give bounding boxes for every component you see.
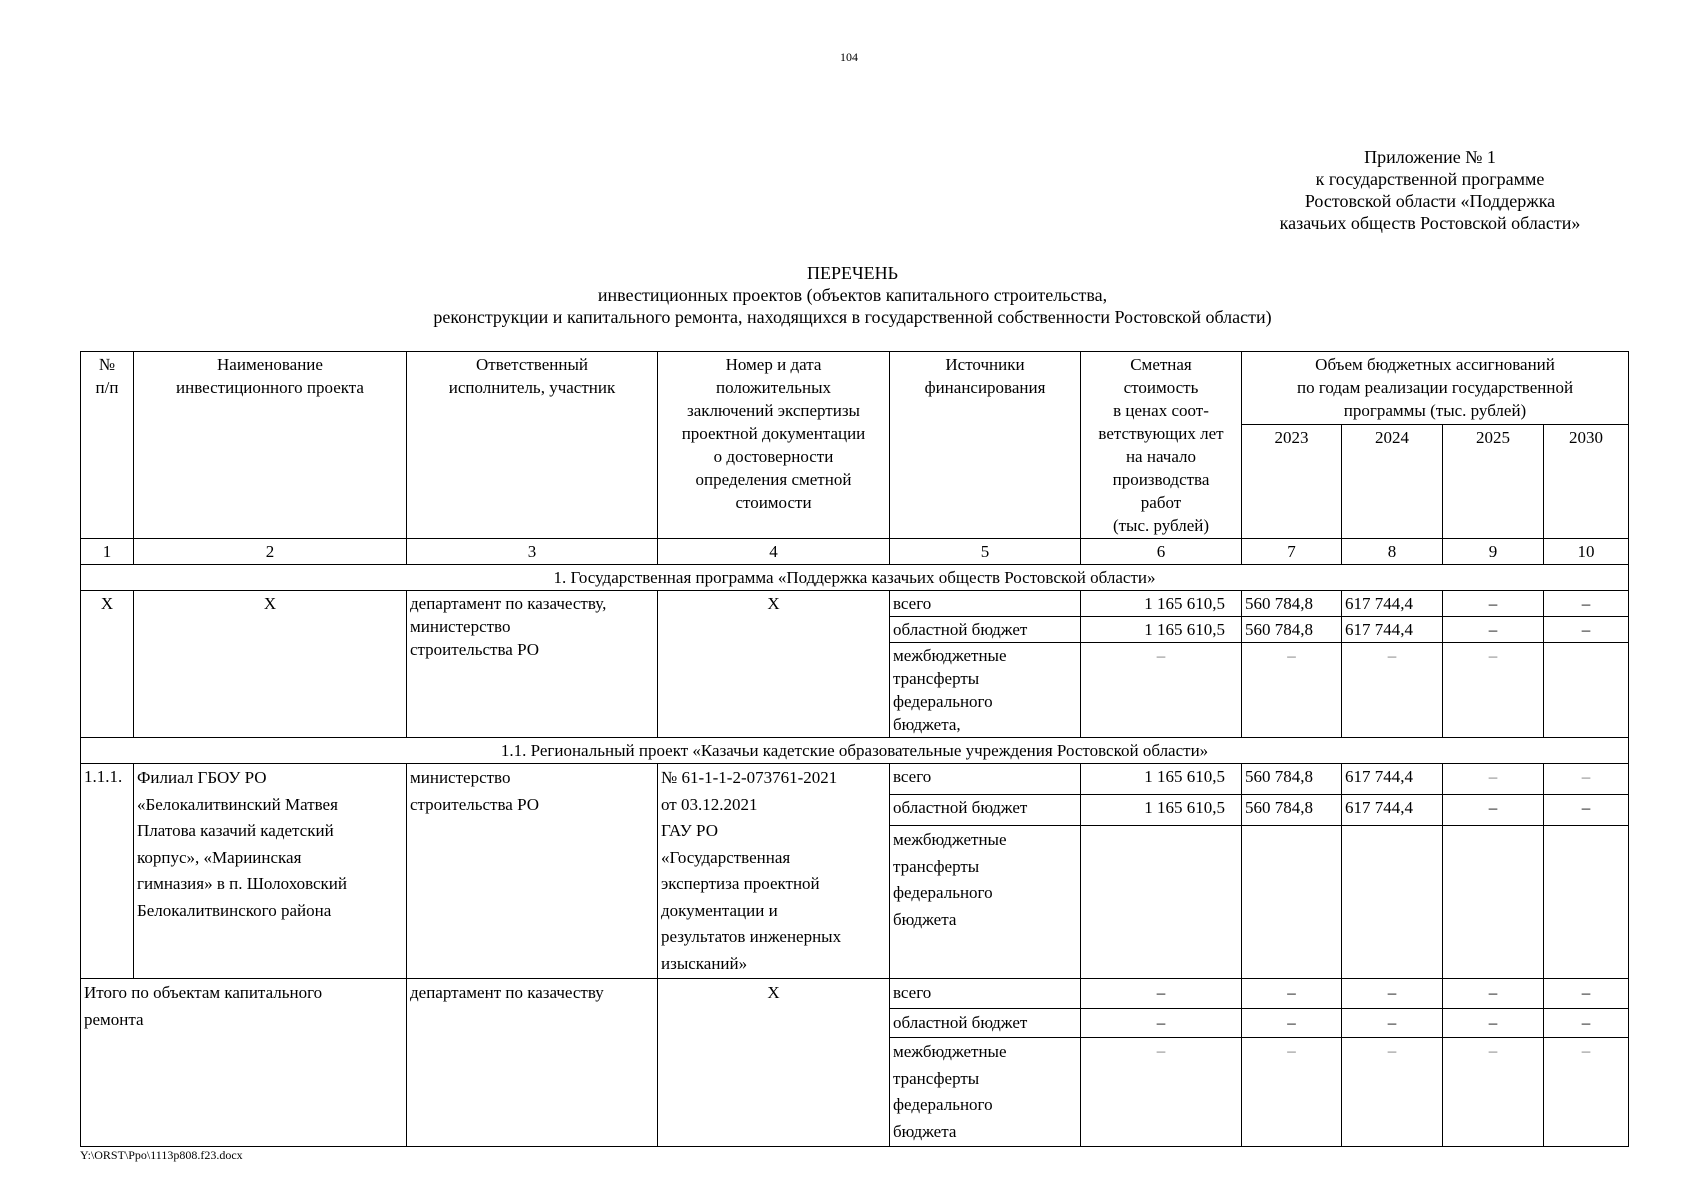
column-number: 8 — [1342, 539, 1443, 565]
row-executor: департамент по казачеству — [407, 979, 658, 1147]
row-num: Х — [81, 591, 134, 738]
column-number: 3 — [407, 539, 658, 565]
row-source: всего — [890, 591, 1081, 617]
row-2024: 617 744,4 — [1342, 795, 1443, 826]
header-name: Наименование инвестиционного проекта — [134, 352, 407, 539]
row-2025: – — [1443, 617, 1544, 643]
row-2030: – — [1544, 1008, 1629, 1038]
row-name: Х — [134, 591, 407, 738]
row-2030: – — [1544, 795, 1629, 826]
row-2023: – — [1242, 1038, 1342, 1147]
header-year-2023: 2023 — [1242, 424, 1342, 538]
row-expertise: Х — [658, 979, 890, 1147]
header-year-2025: 2025 — [1443, 424, 1544, 538]
table-row — [81, 591, 1629, 617]
table-row — [81, 764, 1629, 795]
row-2023: – — [1242, 1008, 1342, 1038]
row-source: всего — [890, 979, 1081, 1009]
appendix-line: Ростовской области «Поддержка — [1304, 191, 1556, 211]
row-2023: 560 784,8 — [1242, 617, 1342, 643]
row-2025: – — [1443, 1008, 1544, 1038]
row-num: 1.1.1. — [81, 764, 134, 979]
table-row — [81, 979, 1629, 1009]
column-number: 9 — [1443, 539, 1544, 565]
row-2030 — [1544, 643, 1629, 738]
row-expertise: № 61-1-1-2-073761-2021 от 03.12.2021 ГАУ РО «Государственная экспертиза проектной документации и результатов инженерных изысканий» — [658, 764, 890, 979]
row-cost: 1 165 610,5 — [1081, 591, 1242, 617]
row-executor: министерство строительства РО — [407, 764, 658, 979]
row-2023 — [1242, 826, 1342, 979]
row-cost — [1081, 826, 1242, 979]
row-name: Филиал ГБОУ РО «Белокалитвинский Матвея Платова казачий кадетский корпус», «Мариинская гимназия» в п. Шолоховский Белокалитвинского района — [134, 764, 407, 979]
row-2030: – — [1544, 1038, 1629, 1147]
row-2025: – — [1443, 591, 1544, 617]
header-year-2024: 2024 — [1342, 424, 1443, 538]
section-row — [81, 565, 1629, 591]
row-2023: 560 784,8 — [1242, 795, 1342, 826]
row-2025 — [1443, 826, 1544, 979]
total-label: Итого по объектам капитального ремонта — [81, 979, 407, 1147]
row-cost: 1 165 610,5 — [1081, 795, 1242, 826]
section-title: 1.1. Региональный проект «Казачьи кадетские образовательные учреждения Ростовской области» — [81, 738, 1629, 764]
header-budget: Объем бюджетных ассигнований по годам реализации государственной программы (тыс. рублей) — [1242, 352, 1629, 425]
title-line: реконструкции и капитального ремонта, находящихся в государственной собственности Ростовской области) — [433, 307, 1272, 327]
row-cost: – — [1081, 1008, 1242, 1038]
row-source: межбюджетные трансферты федерального бюджета, — [890, 643, 1081, 738]
row-2024: – — [1342, 979, 1443, 1009]
column-number: 6 — [1081, 539, 1242, 565]
header-cost: Сметная стоимость в ценах соот- ветствующих лет на начало производства работ (тыс. рублей) — [1081, 352, 1242, 539]
section-title: 1. Государственная программа «Поддержка казачьих обществ Ростовской области» — [81, 565, 1629, 591]
header-expertise: Номер и дата положительных заключений экспертизы проектной документации о достоверности определения сметной стоимости — [658, 352, 890, 539]
row-2024: 617 744,4 — [1342, 591, 1443, 617]
row-2030: – — [1544, 617, 1629, 643]
row-source: областной бюджет — [890, 1008, 1081, 1038]
investment-projects-table — [80, 351, 1629, 1147]
column-number: 2 — [134, 539, 407, 565]
row-2023: 560 784,8 — [1242, 764, 1342, 795]
header-year-2030: 2030 — [1544, 424, 1629, 538]
row-2030: – — [1544, 591, 1629, 617]
header-executor: Ответственный исполнитель, участник — [407, 352, 658, 539]
row-2024: 617 744,4 — [1342, 764, 1443, 795]
row-2025: – — [1443, 979, 1544, 1009]
column-number: 4 — [658, 539, 890, 565]
row-source: областной бюджет — [890, 617, 1081, 643]
row-2024: – — [1342, 643, 1443, 738]
row-executor: департамент по казачеству, министерство строительства РО — [407, 591, 658, 738]
row-cost: – — [1081, 643, 1242, 738]
row-2024: – — [1342, 1008, 1443, 1038]
title-line: ПЕРЕЧЕНЬ — [806, 263, 899, 283]
row-cost: 1 165 610,5 — [1081, 764, 1242, 795]
column-numbers-row — [81, 539, 1629, 565]
row-source: межбюджетные трансферты федерального бюджета — [890, 1038, 1081, 1147]
row-cost: – — [1081, 979, 1242, 1009]
row-source: областной бюджет — [890, 795, 1081, 826]
column-number: 5 — [890, 539, 1081, 565]
appendix-line: Приложение № 1 — [1364, 147, 1496, 167]
column-number: 10 — [1544, 539, 1629, 565]
row-2030: – — [1544, 764, 1629, 795]
row-source: всего — [890, 764, 1081, 795]
page-number: 104 — [840, 50, 858, 64]
row-2023: 560 784,8 — [1242, 591, 1342, 617]
row-2025: – — [1443, 643, 1544, 738]
row-cost: 1 165 610,5 — [1081, 617, 1242, 643]
appendix-line: к государственной программе — [1315, 169, 1545, 189]
row-2024 — [1342, 826, 1443, 979]
file-path-footer: Y:\ORST\Ppo\1113p808.f23.docx — [80, 1148, 243, 1162]
header-row — [81, 352, 1629, 425]
row-2023: – — [1242, 979, 1342, 1009]
column-number: 7 — [1242, 539, 1342, 565]
column-number: 1 — [81, 539, 134, 565]
document-title — [80, 262, 1625, 328]
row-2023: – — [1242, 643, 1342, 738]
appendix-line: казачьих обществ Ростовской области» — [1279, 213, 1581, 233]
header-num: № п/п — [81, 352, 134, 539]
section-row — [81, 738, 1629, 764]
row-2024: – — [1342, 1038, 1443, 1147]
title-line: инвестиционных проектов (объектов капитального строительства, — [597, 285, 1108, 305]
row-2024: 617 744,4 — [1342, 617, 1443, 643]
row-cost: – — [1081, 1038, 1242, 1147]
row-2025: – — [1443, 764, 1544, 795]
appendix-heading — [1240, 146, 1620, 234]
row-2025: – — [1443, 795, 1544, 826]
row-expertise: Х — [658, 591, 890, 738]
row-2025: – — [1443, 1038, 1544, 1147]
row-source: межбюджетные трансферты федерального бюджета — [890, 826, 1081, 979]
header-sources: Источники финансирования — [890, 352, 1081, 539]
row-2030 — [1544, 826, 1629, 979]
row-2030: – — [1544, 979, 1629, 1009]
